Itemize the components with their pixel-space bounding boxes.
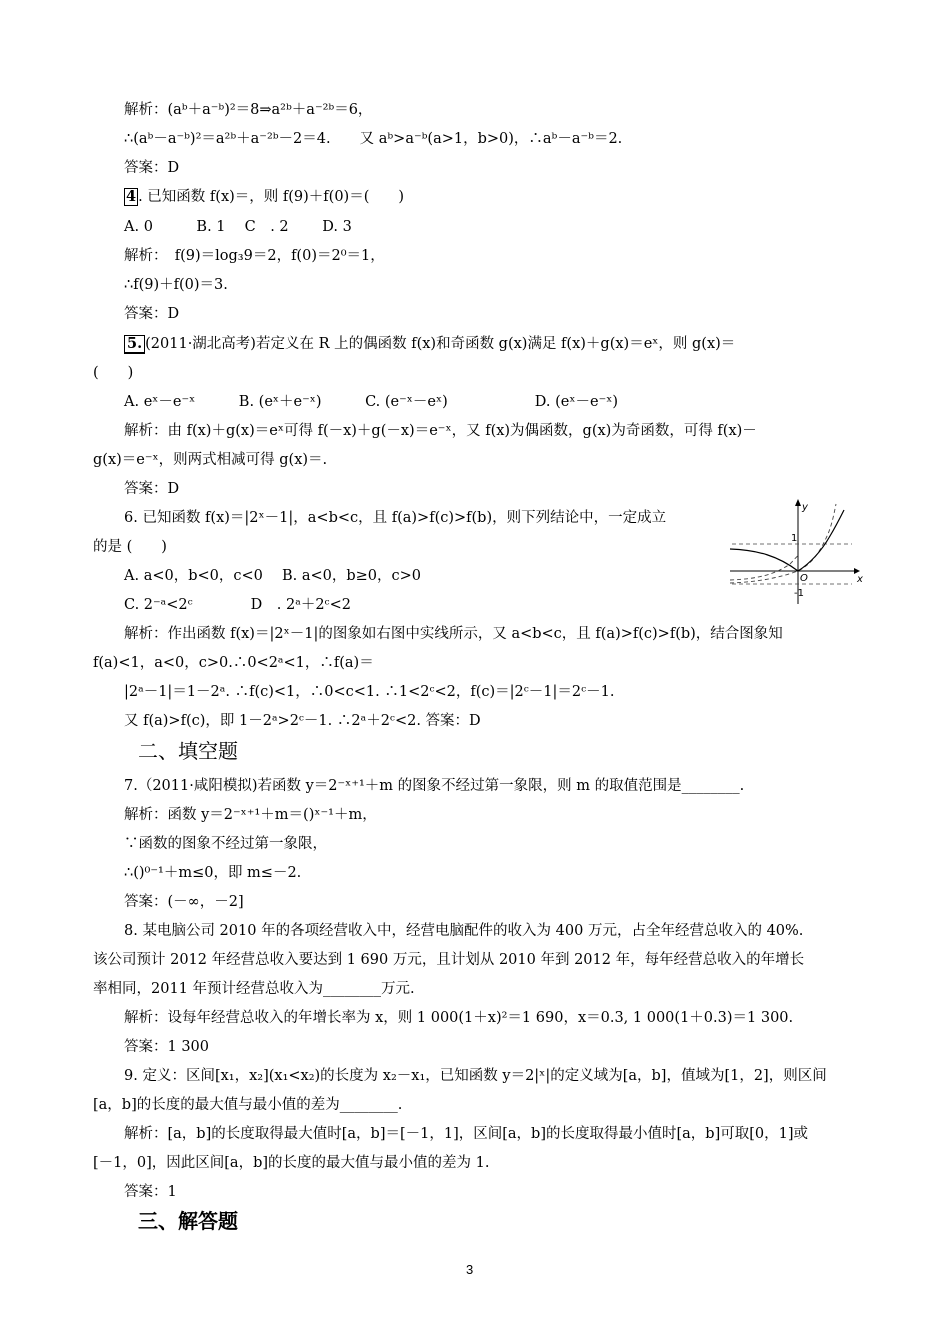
question-text: . 已知函数 f(x)＝，则 f(9)＋f(0)＝( )	[138, 189, 405, 205]
text-line: 解析：作出函数 f(x)＝|2ˣ－1|的图象如右图中实线所示，又 a<b<c，且 f(a)>f(c)>f(b)，结合图象知	[124, 626, 783, 642]
origin-label: O	[800, 573, 808, 584]
text-line: 答案：1 300	[124, 1039, 210, 1055]
tick-label-neg1: -1	[794, 588, 804, 599]
text-line: [－1，0]，因此区间[a，b]的长度的最大值与最小值的差为 1.	[93, 1155, 490, 1171]
text-line: |2ᵃ－1|＝1－2ᵃ. ∴f(c)<1，∴0<c<1. ∴1<2ᶜ<2，f(c)＝|2ᶜ－1|＝2ᶜ－1.	[124, 684, 615, 700]
text-line: 该公司预计 2012 年经营总收入要达到 1 690 万元，且计划从 2010 年到 2012 年，每年经营总收入的年增长	[93, 952, 805, 968]
text-line: 解析：函数 y＝2⁻ˣ⁺¹＋m＝()ˣ⁻¹＋m，	[124, 807, 377, 823]
page-number: 3	[466, 1262, 474, 1277]
answer-options: A. eˣ－e⁻ˣ B. (eˣ＋e⁻ˣ) C. (e⁻ˣ－eˣ) D. (eˣ－e⁻ˣ)	[124, 394, 619, 410]
text-line: 答案：D	[124, 306, 180, 322]
text-line: 答案：(－∞，－2]	[124, 894, 244, 910]
text-line: ( )	[93, 365, 134, 381]
text-line: ∵函数的图象不经过第一象限，	[124, 836, 327, 852]
question-8: 8. 某电脑公司 2010 年的各项经营收入中，经营电脑配件的收入为 400 万元，占全年经营总收入的 40%.	[124, 923, 804, 939]
text-line: g(x)＝e⁻ˣ，则两式相减可得 g(x)＝.	[93, 452, 328, 468]
question-4	[124, 187, 404, 207]
solid-curve-abs	[730, 510, 844, 571]
text-line: [a，b]的长度的最大值与最小值的差为________.	[93, 1097, 403, 1113]
text-line: 又 f(a)>f(c)，即 1－2ᵃ>2ᶜ－1. ∴2ᵃ＋2ᶜ<2. 答案：D	[124, 713, 481, 729]
text-line: 解析： f(9)＝log₃9＝2，f(0)＝2⁰＝1，	[124, 248, 385, 264]
text-line: 解析：[a，b]的长度取得最大值时[a，b]＝[－1，1]，区间[a，b]的长度取得最小值时[a，b]可取[0，1]或	[124, 1126, 808, 1142]
text-line: 答案：1	[124, 1184, 177, 1200]
text-line: 答案：D	[124, 481, 180, 497]
y-axis-label: y	[802, 502, 808, 513]
answer-options: A. a<0，b<0，c<0 B. a<0，b≥0，c>0	[124, 568, 422, 584]
section-heading-fill-blank: 二、填空题	[138, 739, 238, 763]
answer-options: A. 0 B. 1 C . 2 D. 3	[124, 219, 352, 235]
text-line: ∴f(9)＋f(0)＝3.	[124, 277, 228, 293]
question-9: 9. 定义：区间[x₁，x₂](x₁<x₂)的长度为 x₂－x₁，已知函数 y＝2|ˣ|的定义域为[a，b]，值域为[1，2]，则区间	[124, 1068, 827, 1084]
question-5	[124, 334, 735, 354]
text-line: 答案：D	[124, 160, 180, 176]
tick-label-1: 1	[791, 533, 798, 544]
text-line: f(a)<1，a<0，c>0.∴0<2ᵃ<1，∴f(a)＝	[93, 655, 374, 671]
answer-options: C. 2⁻ᵃ<2ᶜ D . 2ᵃ＋2ᶜ<2	[124, 597, 351, 613]
question-text: (2011·湖北高考)若定义在 R 上的偶函数 f(x)和奇函数 g(x)满足 f(x)＋g(x)＝eˣ，则 g(x)＝	[145, 336, 736, 352]
y-axis-arrow	[795, 499, 801, 506]
text-line: 解析：设每年经营总收入的年增长率为 x，则 1 000(1＋x)²＝1 690，x＝0.3, 1 000(1＋0.3)＝1 300.	[124, 1010, 794, 1026]
question-7: 7.（2011·咸阳模拟)若函数 y＝2⁻ˣ⁺¹＋m 的图象不经过第一象限，则 m 的取值范围是________.	[124, 778, 745, 794]
text-line: ∴()⁰⁻¹＋m≤0，即 m≤－2.	[124, 865, 302, 881]
text-line: 解析：由 f(x)＋g(x)＝eˣ可得 f(－x)＋g(－x)＝e⁻ˣ，又 f(x)为偶函数，g(x)为奇函数，可得 f(x)－	[124, 423, 757, 439]
section-heading-solve: 三、解答题	[138, 1209, 238, 1233]
text-line: 解析：(aᵇ＋a⁻ᵇ)²＝8⇒a²ᵇ＋a⁻²ᵇ＝6，	[124, 102, 373, 118]
question-number-box: 4	[126, 188, 137, 205]
question-6: 6. 已知函数 f(x)＝|2ˣ－1|，a<b<c，且 f(a)>f(c)>f(b)，则下列结论中，一定成立	[124, 510, 667, 526]
x-axis-label: x	[857, 574, 863, 585]
text-line: 的是 ( )	[93, 539, 167, 555]
text-line: 率相同，2011 年预计经营总收入为________万元.	[93, 981, 415, 997]
function-graph	[728, 496, 866, 606]
dashed-curve-left	[730, 556, 798, 580]
text-line: ∴(aᵇ－a⁻ᵇ)²＝a²ᵇ＋a⁻²ᵇ－2＝4. 又 aᵇ>a⁻ᵇ(a>1，b>0)，∴aᵇ－a⁻ᵇ＝2.	[124, 131, 623, 147]
question-number-box: 5.	[124, 335, 145, 354]
